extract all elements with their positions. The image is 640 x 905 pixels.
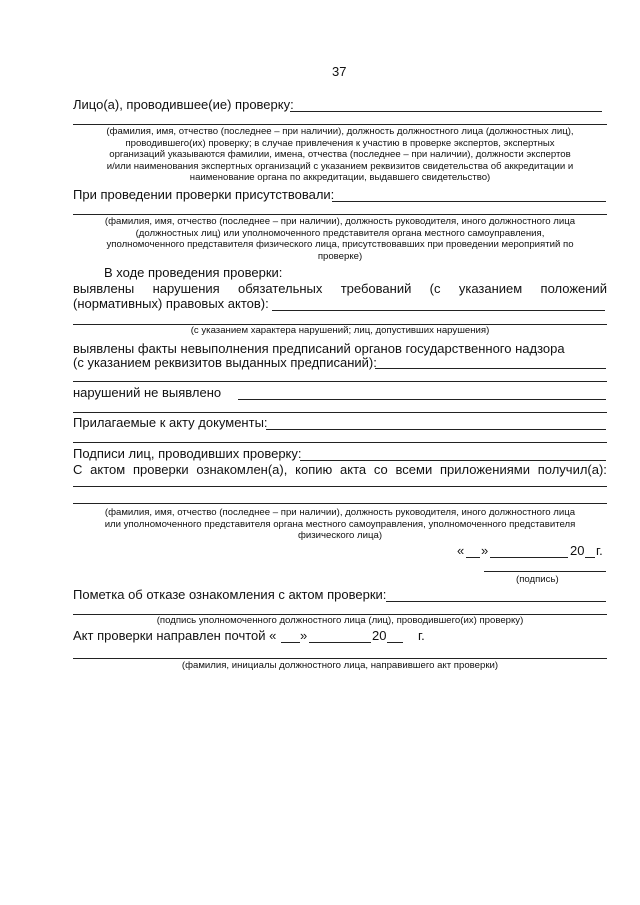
date-year-prefix: 20 [570, 543, 585, 558]
mailed-year-field[interactable] [387, 642, 403, 643]
date-open-quote: « [457, 543, 465, 558]
inspectors-label: Лицо(а), проводившее(ие) проверку: [73, 97, 294, 112]
no-violations-label: нарушений не выявлено [73, 385, 222, 400]
violations-input-line[interactable] [272, 310, 605, 311]
date-day-field[interactable] [466, 557, 480, 558]
present-input-line[interactable] [332, 201, 606, 202]
signatures-input-line[interactable] [300, 460, 606, 461]
mailed-close-quote: » [300, 628, 308, 643]
mailed-month-field[interactable] [309, 642, 371, 643]
refusal-input-line[interactable] [386, 601, 606, 602]
acquainted-note: (фамилия, имя, отчество (последнее – при наличии), должность руководителя, иного должностного лица или уполномоченного представителя органа местного самоуправления, уполномоченного представителя физического лица) [104, 507, 576, 541]
present-label: При проведении проверки присутствовали: [73, 187, 335, 202]
acquainted-input-line[interactable] [73, 486, 607, 487]
attachments-input-line-2[interactable] [73, 442, 607, 443]
date-month-field[interactable] [490, 557, 568, 558]
refusal-label: Пометка об отказе ознакомления с актом проверки: [73, 587, 387, 602]
violations-line-1: выявлены нарушения обязательных требований (с указанием положений [73, 281, 607, 296]
mailed-note: (фамилия, инициалы должностного лица, направившего акт проверки) [181, 660, 499, 671]
signatures-label: Подписи лиц, проводивших проверку: [73, 446, 302, 461]
acquainted-input-line-2[interactable] [73, 503, 607, 504]
inspectors-input-line[interactable] [290, 111, 602, 112]
orders-input-line-2[interactable] [73, 381, 607, 382]
no-violations-input-line-2[interactable] [73, 412, 607, 413]
attachments-label: Прилагаемые к акту документы: [73, 415, 268, 430]
orders-line-1: выявлены факты невыполнения предписаний органов государственного надзора [73, 341, 565, 356]
date-year-suffix: г. [596, 543, 603, 558]
present-note: (фамилия, имя, отчество (последнее – при наличии), должность руководителя, иного должностного лица (должностных лиц) или уполномоченного представителя органа местного самоуправления, уполномоченного представителя физического лица, присутствовавших при проведении мероприятий по проверке) [104, 216, 576, 262]
inspectors-input-line-2[interactable] [73, 124, 607, 125]
date-close-quote: » [481, 543, 489, 558]
no-violations-input-line[interactable] [238, 399, 606, 400]
refusal-note: (подпись уполномоченного должностного лица (лиц), проводившего(их) проверку) [156, 615, 524, 626]
mailed-official-line[interactable] [73, 658, 607, 659]
date-year-field[interactable] [585, 557, 595, 558]
mailed-year-suffix: г. [418, 628, 425, 643]
attachments-input-line[interactable] [266, 429, 606, 430]
orders-input-line[interactable] [375, 368, 606, 369]
mailed-label: Акт проверки направлен почтой « [73, 628, 277, 643]
mailed-year-prefix: 20 [372, 628, 387, 643]
page-number: 37 [332, 64, 347, 79]
signature-caption: (подпись) [516, 574, 559, 585]
violations-line-2: (нормативных) правовых актов): [73, 296, 269, 311]
mailed-day-field[interactable] [281, 642, 300, 643]
present-input-line-2[interactable] [73, 214, 607, 215]
findings-intro: В ходе проведения проверки: [104, 265, 283, 280]
acquainted-line: С актом проверки ознакомлен(а), копию акта со всеми приложениями получил(а): [73, 462, 607, 477]
inspectors-note: (фамилия, имя, отчество (последнее – при наличии), должность должностного лица (должностных лиц), проводившего(их) проверку; в случае привлечения к участию в проверке экспертов, экспертных организаций указываются фамилии, имена, отчества (последнее – при наличии), должности экспертов и/или наименования экспертных организаций с указанием реквизитов свидетельства об аккредитации и наименование органа по аккредитации, выдавшего свидетельство) [106, 126, 574, 183]
orders-line-2: (с указанием реквизитов выданных предписаний): [73, 355, 377, 370]
signature-field[interactable] [484, 571, 606, 572]
violations-note: (с указанием характера нарушений; лиц, допустивших нарушения) [190, 325, 490, 336]
